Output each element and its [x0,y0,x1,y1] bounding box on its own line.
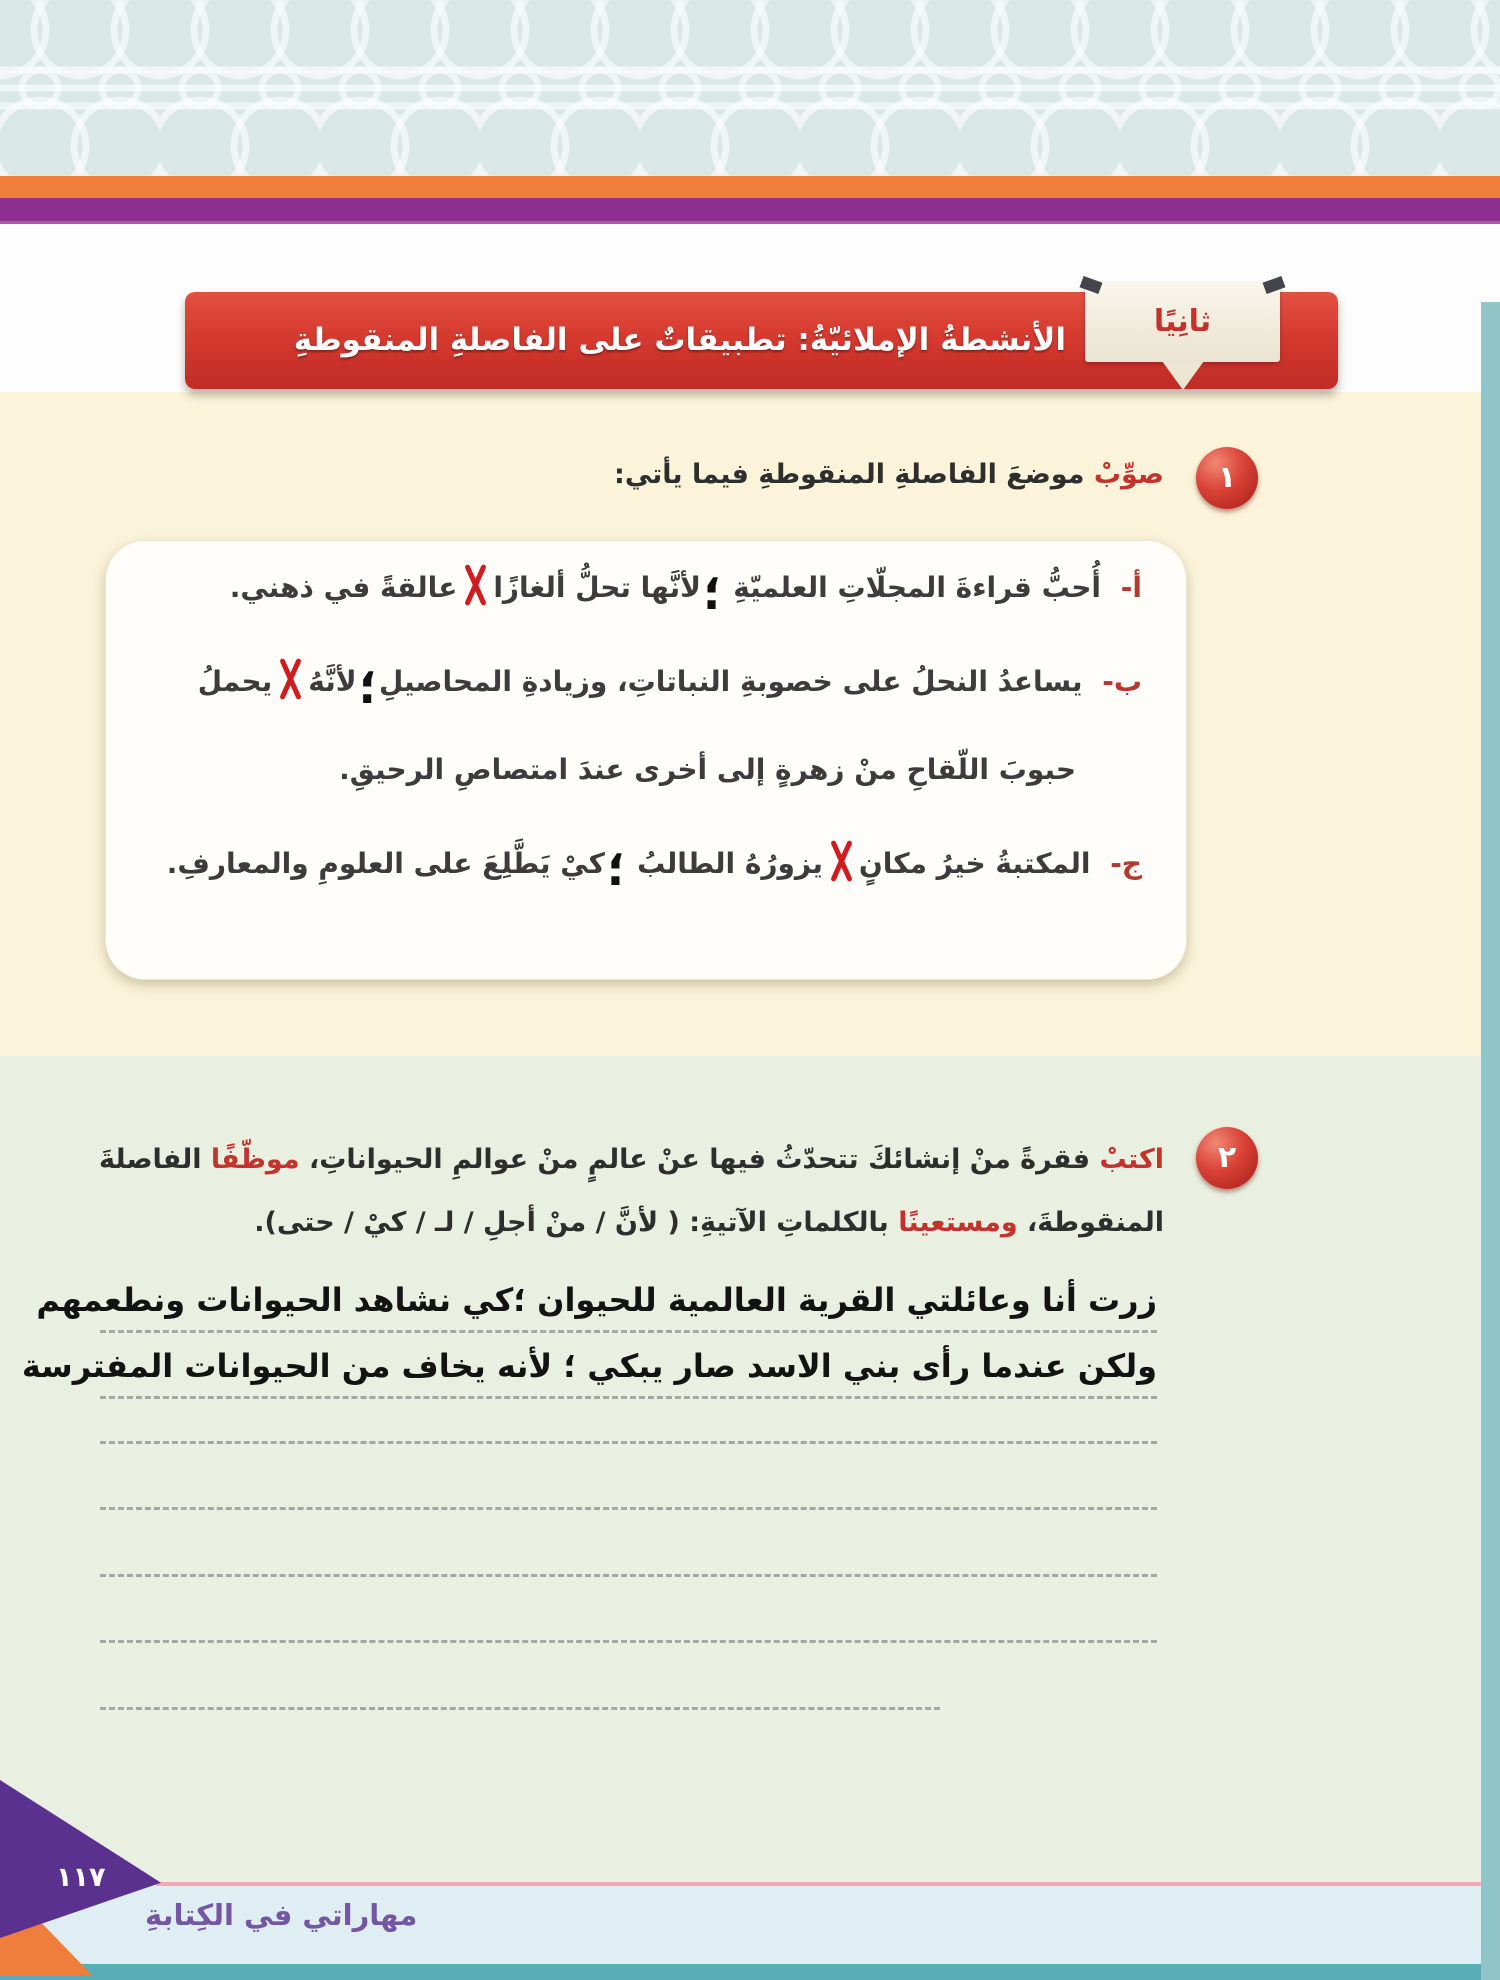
page-edge-strip [1481,302,1500,1980]
geometric-pattern-icon [0,0,1500,176]
question-1-prompt [614,459,1164,490]
item-c-letter: ج- [1110,847,1142,880]
question-2-line-2-red-word: ومستعينًا [898,1207,1018,1238]
question-2-line-1-red-word: موظّفًا [210,1144,300,1175]
question-1-verb: صوِّبْ [1093,459,1164,490]
question-1-number: ١ [1217,460,1237,495]
item-a-letter: أ- [1120,571,1142,604]
red-x-mark [277,657,303,701]
question-2-line-1-text: فقرةً منْ إنشائكَ تتحدّثُ فيها عنْ عالمٍ منْ عوالمِ الحيواناتِ، [308,1144,1091,1175]
item-c-text-2: يزورُهُ الطالبُ [637,847,823,880]
answer-line-1-text: زرت أنا وعائلتي القرية العالمية للحيوان ؛كي نشاهد الحيوانات ونطعمهم [36,1281,1157,1319]
item-a-text-3: عالقةً في ذهني. [229,571,458,604]
red-x-mark [828,839,854,883]
answer-line-2 [21,1342,1157,1399]
question-2-line-2-tail: بالكلماتِ الآتيةِ: ( لأنَّ / منْ أجلِ / لـ / كيْ / حتى). [254,1207,889,1238]
question-2-line-2 [74,1191,1164,1254]
item-c-text-1: المكتبةُ خيرُ مكانٍ [858,847,1091,880]
footer-band [0,1886,1500,1964]
item-a [229,563,1142,620]
writing-line [100,1574,1157,1577]
purple-divider-bar [0,198,1500,224]
item-b [197,657,1142,714]
red-x-mark [462,563,488,607]
footer-teal-strip [0,1964,1500,1980]
item-b-letter: ب- [1102,665,1142,698]
answer-line-2-text: ولكن عندما رأى بني الاسد صار يبكي ؛ لأنه يخاف من الحيوانات المفترسة [21,1347,1157,1385]
question-1-prompt-text: موضعَ الفاصلةِ المنقوطةِ فيما يأتي: [614,459,1085,490]
item-b-text-2: لأنَّهُ [308,665,357,698]
question-2-line-1-tail: الفاصلةَ [99,1144,202,1175]
ribbon-label: ثانِيًا [1153,304,1212,339]
answer-line-1 [36,1276,1157,1333]
item-b-text-1: يساعدُ النحلُ على خصوبةِ النباتاتِ، وزيادةِ المحاصيلِ [378,665,1083,698]
item-b-text-4: حبوبَ اللّقاحِ منْ زهرةٍ إلى أخرى عندَ امتصاصِ الرحيقِ. [339,753,1076,786]
section-title: الأنشطةُ الإملائيّةُ: تطبيقاتٌ على الفاصلةِ المنقوطةِ [293,322,1066,358]
writing-line [100,1507,1157,1510]
question-2-verb: اكتبْ [1099,1144,1164,1175]
exercise-items-box [105,540,1187,980]
writing-line [100,1640,1157,1643]
question-2-line-1 [74,1128,1164,1191]
item-b-continuation [339,753,1076,786]
ribbon-tail [1162,361,1204,390]
item-c [166,839,1142,896]
question-2-number: ٢ [1217,1140,1237,1175]
item-b-text-3: يحملُ [197,665,273,698]
secondly-ribbon [1085,282,1280,362]
question-2-prompt [74,1128,1164,1254]
footer-label: مهاراتي في الكِتابةِ [145,1898,418,1932]
inserted-semicolon: ؛ [358,660,377,714]
question-2-number-badge [1196,1127,1258,1189]
page-number-badge: ١١٧ [56,1862,106,1893]
item-c-text-3: كيْ يَطَّلِعَ على العلومِ والمعارفِ. [166,847,605,880]
orange-divider-bar [0,176,1500,198]
writing-line [100,1441,1157,1444]
inserted-semicolon: ؛ [703,566,722,620]
inserted-semicolon: ؛ [606,842,626,896]
writing-line [100,1707,940,1710]
item-a-text-2: لأنَّها تحلُّ ألغازًا [493,571,702,604]
item-a-text-1: أُحبُّ قراءةَ المجلّاتِ العلميّةِ [733,571,1102,604]
question-2-line-2-text: المنقوطةَ، [1027,1207,1164,1238]
question-1-number-badge [1196,447,1258,509]
decorative-pattern-header [0,0,1500,176]
